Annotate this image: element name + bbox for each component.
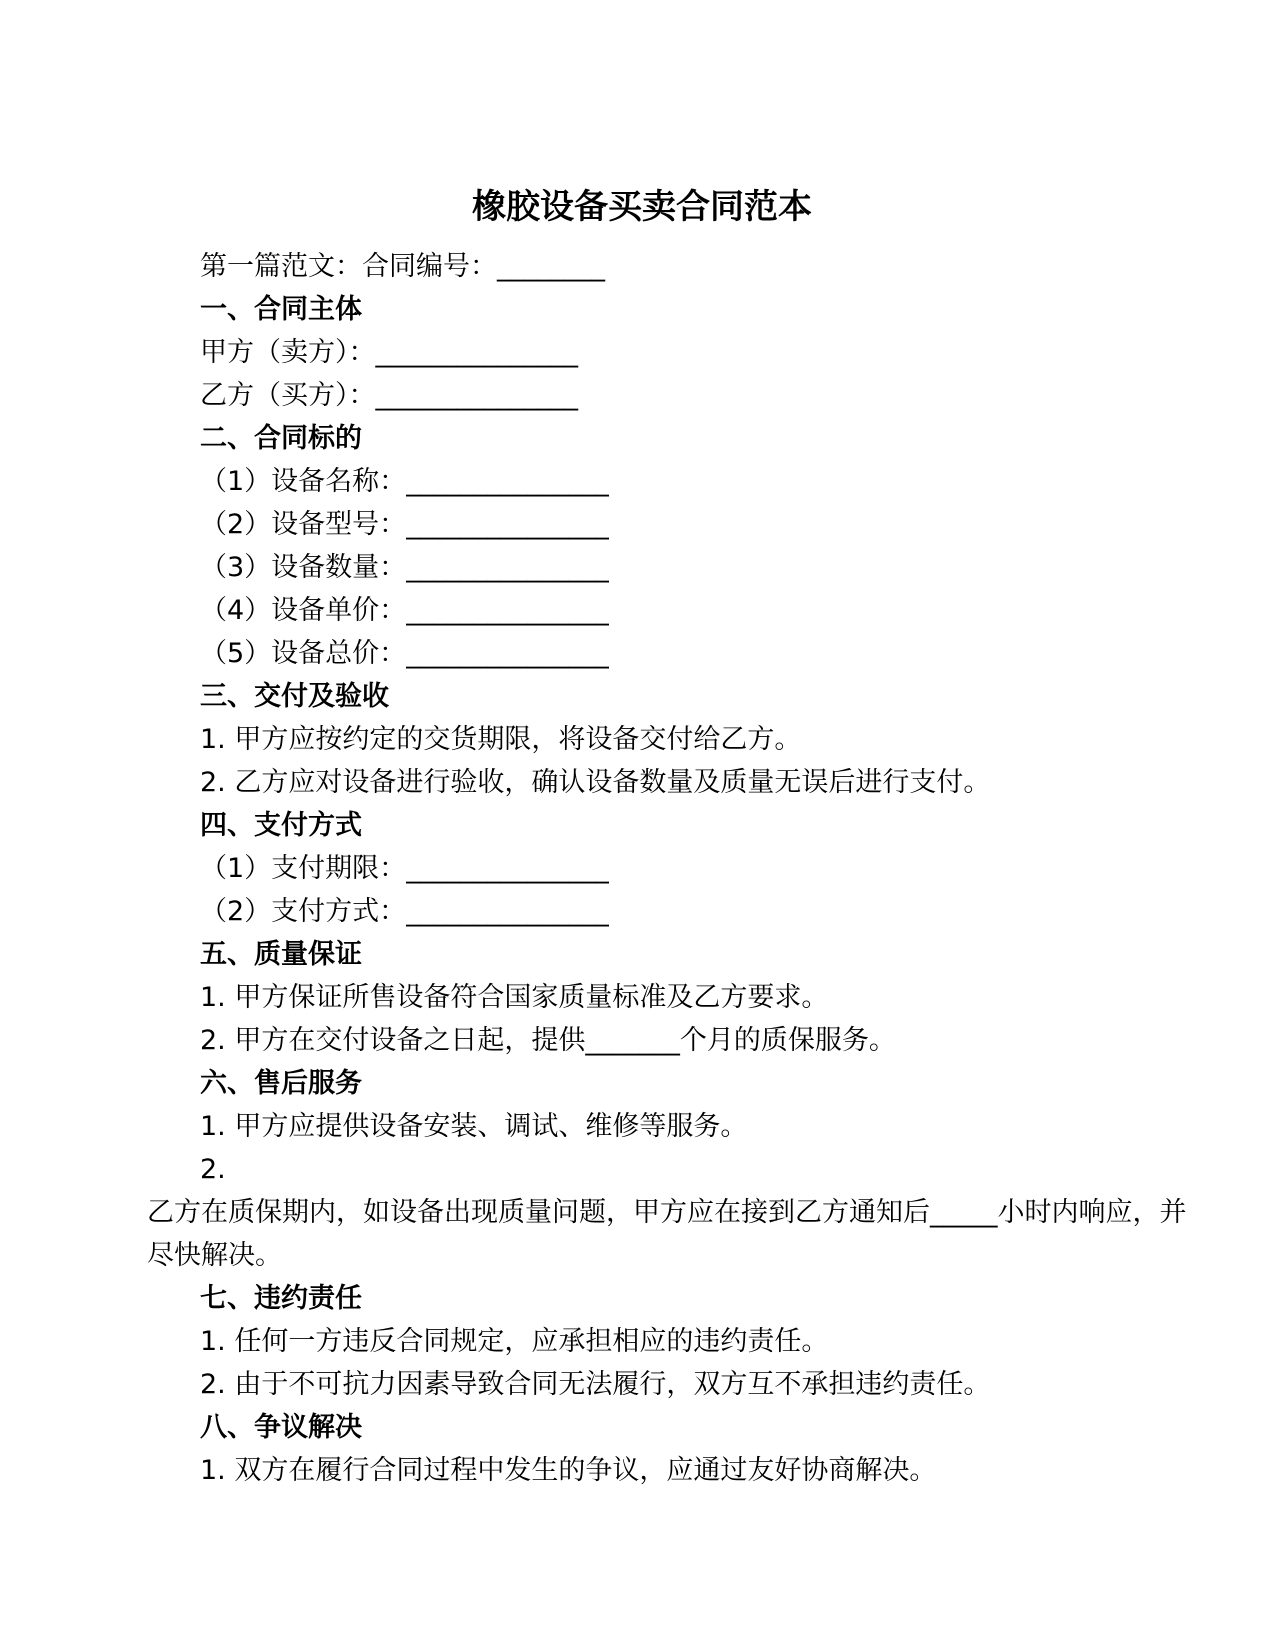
blank-field: _______________	[406, 638, 609, 669]
text-run: （1）设备名称：	[200, 466, 407, 497]
contract-line	[147, 890, 1137, 933]
contract-line	[147, 761, 1137, 804]
text-run: 小时内响应，并	[997, 1197, 1187, 1228]
section-heading	[147, 288, 1137, 331]
blank-field: ________	[497, 251, 605, 282]
blank-field: _____	[930, 1197, 998, 1228]
text-run: （2）支付方式：	[200, 896, 407, 927]
contract-content	[147, 0, 1187, 1492]
contract-line	[147, 331, 1137, 374]
text-run: 2. 乙方应对设备进行验收，确认设备数量及质量无误后进行支付。	[200, 767, 991, 798]
contract-line	[147, 245, 1137, 288]
contract-line	[147, 1148, 1137, 1191]
text-run: 第一篇范文：合同编号：	[200, 251, 497, 282]
section-heading	[147, 1277, 1137, 1320]
text-run: 五、质量保证	[200, 939, 362, 970]
text-run: 1. 甲方应提供设备安装、调试、维修等服务。	[200, 1111, 748, 1142]
blank-field: _______________	[406, 466, 609, 497]
text-run: 一、合同主体	[200, 294, 362, 325]
contract-line	[147, 589, 1137, 632]
text-run: （5）设备总价：	[200, 638, 407, 669]
document-title: 橡胶设备买卖合同范本	[472, 187, 812, 227]
text-run: 尽快解决。	[147, 1240, 282, 1271]
blank-field: _______________	[406, 509, 609, 540]
contract-line	[147, 460, 1137, 503]
text-run: 1. 甲方应按约定的交货期限，将设备交付给乙方。	[200, 724, 802, 755]
section-heading	[147, 933, 1137, 976]
blank-field: _______________	[375, 380, 578, 411]
contract-line	[147, 718, 1137, 761]
blank-field: _______	[585, 1025, 680, 1056]
text-run: 乙方在质保期内，如设备出现质量问题，甲方应在接到乙方通知后	[147, 1197, 930, 1228]
text-run: （1）支付期限：	[200, 853, 407, 884]
text-run: 甲方（卖方）：	[200, 337, 376, 368]
contract-line	[147, 847, 1137, 890]
text-run: 三、交付及验收	[200, 681, 389, 712]
text-run: 个月的质保服务。	[679, 1025, 896, 1056]
contract-line	[147, 1019, 1137, 1062]
blank-field: _______________	[375, 337, 578, 368]
contract-line	[147, 1105, 1137, 1148]
contract-line	[147, 374, 1137, 417]
text-run: 七、违约责任	[200, 1283, 362, 1314]
text-run: 八、争议解决	[200, 1412, 362, 1443]
text-run: （2）设备型号：	[200, 509, 407, 540]
section-heading	[147, 675, 1137, 718]
text-run: 1. 甲方保证所售设备符合国家质量标准及乙方要求。	[200, 982, 829, 1013]
contract-line	[147, 1449, 1137, 1492]
text-run: 乙方（买方）：	[200, 380, 376, 411]
section-heading	[147, 804, 1137, 847]
section-heading	[147, 1062, 1137, 1105]
blank-field: _______________	[406, 853, 609, 884]
contract-line	[147, 1191, 1187, 1234]
contract-line	[147, 1320, 1137, 1363]
contract-line	[147, 546, 1137, 589]
contract-line	[147, 503, 1137, 546]
contract-line	[147, 976, 1137, 1019]
contract-body	[147, 245, 1187, 1492]
text-run: 六、售后服务	[200, 1068, 362, 1099]
text-run: （3）设备数量：	[200, 552, 407, 583]
section-heading	[147, 1406, 1137, 1449]
section-heading	[147, 417, 1137, 460]
blank-field: _______________	[406, 595, 609, 626]
text-run: 1. 任何一方违反合同规定，应承担相应的违约责任。	[200, 1326, 829, 1357]
text-run: 1. 双方在履行合同过程中发生的争议，应通过友好协商解决。	[200, 1455, 937, 1486]
text-run: 2. 甲方在交付设备之日起，提供	[200, 1025, 586, 1056]
text-run: （4）设备单价：	[200, 595, 407, 626]
text-run: 2. 由于不可抗力因素导致合同无法履行，双方互不承担违约责任。	[200, 1369, 991, 1400]
blank-field: _______________	[406, 896, 609, 927]
contract-line	[147, 632, 1137, 675]
text-run: 2.	[200, 1154, 226, 1185]
contract-line	[147, 1363, 1137, 1406]
contract-line	[147, 1234, 1137, 1277]
text-run: 四、支付方式	[200, 810, 362, 841]
blank-field: _______________	[406, 552, 609, 583]
text-run: 二、合同标的	[200, 423, 362, 454]
